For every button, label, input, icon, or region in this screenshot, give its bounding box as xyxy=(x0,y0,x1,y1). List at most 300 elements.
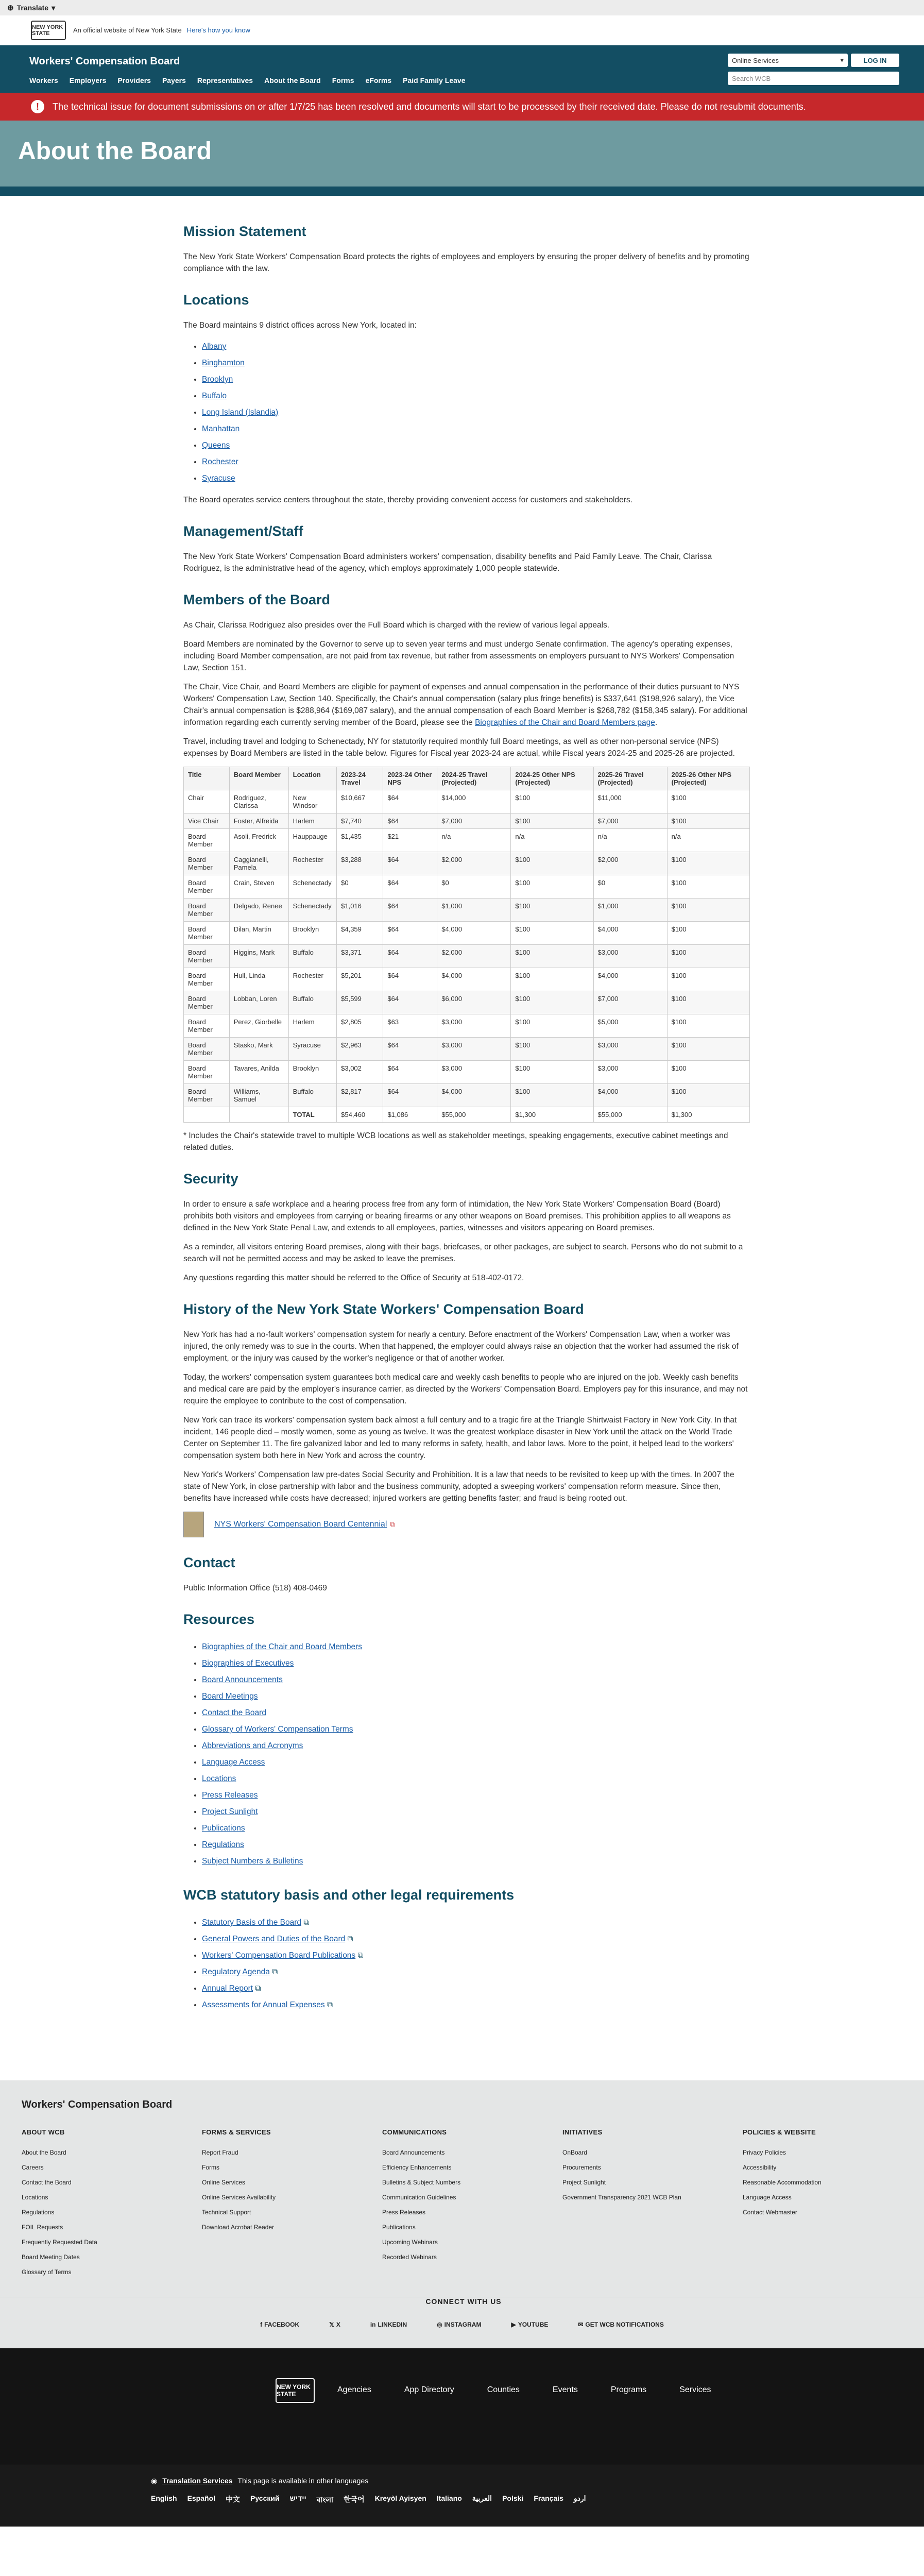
table-cell: $0 xyxy=(593,875,667,899)
statutory-item xyxy=(202,1997,750,2013)
footer-column-heading: FORMS & SERVICES xyxy=(202,2128,271,2136)
location-item xyxy=(202,421,750,437)
nys-universal-bar xyxy=(0,15,924,45)
table-cell: $3,000 xyxy=(437,1038,511,1061)
table-row xyxy=(184,968,750,991)
nys-footer-link[interactable]: Services xyxy=(679,2385,711,2394)
table-cell: Tavares, Anilda xyxy=(229,1061,288,1084)
table-header-cell: Board Member xyxy=(229,767,288,790)
locations-heading: Locations xyxy=(183,292,249,308)
table-cell: $7,000 xyxy=(593,814,667,829)
nav-item[interactable]: eForms xyxy=(365,76,392,84)
resource-item xyxy=(202,1705,750,1721)
alert-banner xyxy=(0,93,924,121)
table-cell: Caggianelli, Pamela xyxy=(229,852,288,875)
main-content xyxy=(183,196,750,2013)
table-cell: Board Member xyxy=(184,1038,230,1061)
language-link[interactable]: Español xyxy=(187,2494,216,2502)
resource-item-link[interactable]: Biographies of the Chair and Board Members xyxy=(202,1642,363,1651)
site-brand[interactable]: Workers' Compensation Board xyxy=(29,56,180,67)
table-cell: $100 xyxy=(667,1014,749,1038)
history-heading: History of the New York State Workers' Compensation Board xyxy=(183,1301,584,1317)
table-cell: $100 xyxy=(667,790,749,814)
translation-header xyxy=(151,2477,368,2485)
history-p3: New York can trace its workers' compensation system back almost a full century and to a tragic fire at the Triangle Shirtwaist Factory in New York City. In that incident, 146 people died – mostly women, some as young as twelve. It was the greatest workplace disaster in New York until the attack on the World Trade Center on September 11. The fire galvanized labor and led to many reforms in safety, health, and labor laws. More to the point, it helped lead to the workers' compensation system both here in New York and across the country. xyxy=(183,1416,737,1460)
location-item-link[interactable]: Brooklyn xyxy=(202,375,233,384)
footer-link[interactable]: Download Acrobat Reader xyxy=(202,2224,275,2231)
resource-item-link[interactable]: Glossary of Workers' Compensation Terms xyxy=(202,1725,353,1734)
members-p2: Board Members are nominated by the Governor to serve up to seven year terms and must undergo Senate confirmation. The agency's operating expenses, including Board Member compensation, are not paid from tax revenue, but rather from assessments on employers pursuant to NYS Workers' Compensation Law, Section 151. xyxy=(183,640,734,672)
table-cell: $5,000 xyxy=(593,1014,667,1038)
social-link[interactable] xyxy=(329,2321,340,2328)
table-cell: $11,000 xyxy=(593,790,667,814)
social-link[interactable] xyxy=(578,2321,664,2328)
social-label: LINKEDIN xyxy=(378,2321,407,2328)
site-footer xyxy=(0,2080,924,2348)
social-link[interactable] xyxy=(260,2321,299,2328)
table-cell: $3,371 xyxy=(337,945,383,968)
resource-item-link[interactable]: Biographies of Executives xyxy=(202,1659,294,1668)
table-cell: $6,000 xyxy=(437,991,511,1014)
location-item xyxy=(202,437,750,454)
footer-link[interactable]: Contact Webmaster xyxy=(743,2209,797,2216)
footer-link[interactable]: Careers xyxy=(22,2164,44,2171)
table-cell: Dilan, Martin xyxy=(229,922,288,945)
language-link[interactable]: Français xyxy=(534,2494,563,2502)
pdf-icon: ⧉ xyxy=(390,1520,395,1528)
members-table xyxy=(183,767,750,1123)
statutory-item-link[interactable]: Workers' Compensation Board Publications xyxy=(202,1951,356,1960)
table-cell: $100 xyxy=(511,1061,593,1084)
security-p1: In order to ensure a safe workplace and a hearing process free from any form of intimidation, the New York State Workers' Compensation Board (Board) prohibits both visitors and employees from carrying or bearing firearms or any other weapons on Board premises. This prohibition applies to all weapons as defined in the New York State Penal Law, and extends to all employees, parties, witnesses and visitors appearing on Board premises. xyxy=(183,1200,731,1232)
external-link-icon: ⧉ xyxy=(345,1935,353,1943)
connect-title: CONNECT WITH US xyxy=(0,2297,924,2306)
table-cell: $100 xyxy=(511,1084,593,1107)
social-label: FACEBOOK xyxy=(264,2321,300,2328)
location-item-link[interactable]: Manhattan xyxy=(202,425,240,433)
nav-item[interactable]: Forms xyxy=(332,76,354,84)
nys-footer-logo[interactable]: NEW YORK STATE xyxy=(276,2378,315,2403)
nys-footer-link[interactable]: App Directory xyxy=(404,2385,454,2394)
page-title: About the Board xyxy=(18,138,212,165)
footer-column-heading: POLICIES & WEBSITE xyxy=(743,2128,816,2136)
table-cell: Rochester xyxy=(288,852,337,875)
footer-link[interactable]: Online Services Availability xyxy=(202,2194,276,2201)
online-services-label: Online Services xyxy=(732,56,779,64)
nys-footer-link[interactable]: Events xyxy=(552,2385,578,2394)
resource-item-link[interactable]: Contact the Board xyxy=(202,1708,266,1717)
statutory-item xyxy=(202,1914,750,1931)
statutory-item-link[interactable]: Statutory Basis of the Board xyxy=(202,1918,301,1927)
footer-link[interactable]: Online Services xyxy=(202,2179,246,2186)
nav-item[interactable]: Workers xyxy=(29,76,58,84)
resource-item-link[interactable]: Board Meetings xyxy=(202,1692,258,1701)
table-header-cell: Title xyxy=(184,767,230,790)
table-cell: $100 xyxy=(667,968,749,991)
table-cell: Buffalo xyxy=(288,991,337,1014)
table-cell: $64 xyxy=(383,875,437,899)
language-links xyxy=(151,2494,586,2506)
table-cell: Delgado, Renee xyxy=(229,899,288,922)
locations-list xyxy=(202,338,750,487)
table-header-row xyxy=(184,767,750,790)
location-item-link[interactable]: Binghamton xyxy=(202,359,245,367)
statutory-item-link[interactable]: Assessments for Annual Expenses xyxy=(202,2001,325,2009)
social-label: X xyxy=(336,2321,340,2328)
table-cell: $7,000 xyxy=(593,991,667,1014)
table-row xyxy=(184,1107,750,1123)
youtube-icon: ▶ xyxy=(511,2321,516,2328)
table-cell xyxy=(229,1107,288,1123)
statutory-item-link[interactable]: Regulatory Agenda xyxy=(202,1968,270,1976)
language-link[interactable]: English xyxy=(151,2494,177,2502)
footer-link[interactable]: Forms xyxy=(202,2164,219,2171)
footer-link[interactable]: Technical Support xyxy=(202,2209,251,2216)
table-cell: $100 xyxy=(511,991,593,1014)
footer-link[interactable]: Communication Guidelines xyxy=(382,2194,456,2201)
table-cell: $64 xyxy=(383,814,437,829)
table-row xyxy=(184,991,750,1014)
footer-link[interactable]: Accessibility xyxy=(743,2164,777,2171)
table-cell: $1,300 xyxy=(667,1107,749,1123)
table-cell: $1,435 xyxy=(337,829,383,852)
footer-link[interactable]: Efficiency Enhancements xyxy=(382,2164,452,2171)
table-cell: $100 xyxy=(667,945,749,968)
table-header-cell: 2025-26 Other NPS (Projected) xyxy=(667,767,749,790)
table-row xyxy=(184,790,750,814)
footer-column-heading: COMMUNICATIONS xyxy=(382,2128,447,2136)
resource-item xyxy=(202,1837,750,1853)
biographies-link[interactable]: Biographies of the Chair and Board Members page xyxy=(475,718,655,727)
language-link[interactable]: יידיש xyxy=(289,2494,306,2502)
footer-link[interactable]: Press Releases xyxy=(382,2209,426,2216)
table-cell: $3,002 xyxy=(337,1061,383,1084)
management-heading: Management/Staff xyxy=(183,523,303,539)
location-item-link[interactable]: Syracuse xyxy=(202,474,235,483)
table-row xyxy=(184,899,750,922)
footer-link[interactable]: Procurements xyxy=(562,2164,601,2171)
history-p1: New York has had a no-fault workers' compensation system for nearly a century. Before enactment of the Workers' Compensation Law, when a worker was injured, the only remedy was to sue in the courts. When that happened, the employer could always raise an objection that the worker had assumed the risk of employment, or the injury was caused by the worker's negligence or that of another worker. xyxy=(183,1330,739,1363)
table-cell: $63 xyxy=(383,1014,437,1038)
footer-link[interactable]: Contact the Board xyxy=(22,2179,72,2186)
resource-item xyxy=(202,1738,750,1754)
footer-link[interactable]: Upcoming Webinars xyxy=(382,2239,438,2246)
language-link[interactable]: Русский xyxy=(250,2494,280,2502)
table-cell: Buffalo xyxy=(288,1084,337,1107)
table-cell: Brooklyn xyxy=(288,1061,337,1084)
table-cell: Lobban, Loren xyxy=(229,991,288,1014)
table-cell: $100 xyxy=(667,991,749,1014)
table-row xyxy=(184,945,750,968)
table-cell: $54,460 xyxy=(337,1107,383,1123)
table-cell: $2,000 xyxy=(437,945,511,968)
resource-item-link[interactable]: Board Announcements xyxy=(202,1675,283,1684)
location-item-link[interactable]: Queens xyxy=(202,441,230,450)
official-site-text: An official website of New York State xyxy=(73,26,182,34)
table-cell: $100 xyxy=(511,1014,593,1038)
resource-item-link[interactable]: Project Sunlight xyxy=(202,1807,258,1816)
security-p2: As a reminder, all visitors entering Board premises, along with their bags, briefcases, or other packages, are subject to search. Persons who do not submit to a search will not be permitted access and may be asked to leave the premises. xyxy=(183,1243,743,1263)
resource-item xyxy=(202,1771,750,1787)
resource-item xyxy=(202,1655,750,1672)
table-cell: $64 xyxy=(383,852,437,875)
nys-footer-link[interactable]: Counties xyxy=(487,2385,520,2394)
main-nav xyxy=(29,76,466,84)
translate-button[interactable]: Translate xyxy=(16,4,49,12)
table-cell: $2,805 xyxy=(337,1014,383,1038)
footer-link[interactable]: Privacy Policies xyxy=(743,2149,786,2156)
footer-link[interactable]: Glossary of Terms xyxy=(22,2268,72,2276)
external-link-icon: ⧉ xyxy=(253,1984,261,1993)
table-cell: Chair xyxy=(184,790,230,814)
members-p1: As Chair, Clarissa Rodriguez also presides over the Full Board which is charged with the review of various legal appeals. xyxy=(183,621,610,630)
table-cell: $2,817 xyxy=(337,1084,383,1107)
history-p2: Today, the workers' compensation system guarantees both medical care and weekly cash benefits to people who are injured on the job. Weekly cash benefits and medical care are paid by the employer's insurance carrier, as directed by the Workers' Compensation Board. Employers pay for this insurance, and may not require the employee to contribute to the cost of compensation. xyxy=(183,1373,748,1405)
locations-outro: The Board operates service centers throughout the state, thereby providing convenient access for customers and stakeholders. xyxy=(183,496,632,504)
footer-link[interactable]: Board Meeting Dates xyxy=(22,2253,80,2261)
table-cell: $5,201 xyxy=(337,968,383,991)
footer-link[interactable]: Report Fraud xyxy=(202,2149,238,2156)
table-cell: Higgins, Mark xyxy=(229,945,288,968)
resource-item-link[interactable]: Press Releases xyxy=(202,1791,258,1800)
footer-link[interactable]: Reasonable Accommodation xyxy=(743,2179,822,2186)
table-cell: $2,000 xyxy=(593,852,667,875)
table-cell: $1,016 xyxy=(337,899,383,922)
nav-item[interactable]: Paid Family Leave xyxy=(403,76,466,84)
members-p3-text: The Chair, Vice Chair, and Board Members are eligible for payment of expenses and annual compensation in the performance of their duties pursuant to NYS Workers' Compensation Law, Section 140. Specifically, the Chair's annual compensation (salary plus fringe benefits) is $337,641 ($198,926 salary), the Vice Chair's annual compensation is $288,964 ($169,087 salary), and the annual compensation of each Board Member is $268,782 ($158,345 salary). For additional information regarding each currently serving member of the Board, please see the xyxy=(183,683,747,727)
members-p4: Travel, including travel and lodging to Schenectady, NY for statutorily required monthly full Board meetings, as well as other non-personal service (NPS) expenses by Board Members are listed in the table below. Figures for Fiscal year 2023-24 are actual, while Fiscal years 2024-25 and 2025-26 are projected. xyxy=(183,737,735,758)
table-cell: Hull, Linda xyxy=(229,968,288,991)
resource-item xyxy=(202,1754,750,1771)
language-link[interactable]: Italiano xyxy=(436,2494,462,2502)
table-cell: $100 xyxy=(667,875,749,899)
table-cell: TOTAL xyxy=(288,1107,337,1123)
resource-item xyxy=(202,1672,750,1688)
footer-link[interactable]: Locations xyxy=(22,2194,48,2201)
statutory-item xyxy=(202,1931,750,1947)
nys-footer-links xyxy=(337,2385,711,2395)
table-cell: Syracuse xyxy=(288,1038,337,1061)
location-item-link[interactable]: Rochester xyxy=(202,457,238,466)
resource-item-link[interactable]: Subject Numbers & Bulletins xyxy=(202,1857,303,1866)
security-heading: Security xyxy=(183,1171,238,1187)
table-row xyxy=(184,1014,750,1038)
external-link-icon: ⧉ xyxy=(301,1918,310,1927)
social-links xyxy=(0,2321,924,2328)
footer-link[interactable]: Frequently Requested Data xyxy=(22,2239,97,2246)
login-button[interactable]: LOG IN xyxy=(851,54,899,67)
centennial-link[interactable]: NYS Workers' Compensation Board Centennial xyxy=(214,1520,387,1529)
table-cell: $100 xyxy=(511,852,593,875)
nav-item[interactable]: Providers xyxy=(117,76,151,84)
resource-item xyxy=(202,1804,750,1820)
footer-column xyxy=(22,2128,202,2280)
footer-link[interactable]: FOIL Requests xyxy=(22,2224,63,2231)
footer-link[interactable]: Bulletins & Subject Numbers xyxy=(382,2179,461,2186)
table-header-cell: 2023-24 Travel xyxy=(337,767,383,790)
statutory-item-link[interactable]: General Powers and Duties of the Board xyxy=(202,1935,346,1943)
table-cell: $100 xyxy=(511,968,593,991)
language-link[interactable]: Kreyòl Ayisyen xyxy=(374,2494,426,2502)
table-row xyxy=(184,852,750,875)
table-cell: Perez, Giorbelle xyxy=(229,1014,288,1038)
language-link[interactable]: 中文 xyxy=(226,2495,241,2503)
social-link[interactable] xyxy=(370,2321,407,2328)
table-cell: $1,000 xyxy=(593,899,667,922)
footer-column xyxy=(382,2128,562,2280)
footer-link[interactable]: Regulations xyxy=(22,2209,55,2216)
table-cell: $100 xyxy=(511,899,593,922)
translation-services-link[interactable]: Translation Services xyxy=(162,2477,233,2485)
table-cell: $3,000 xyxy=(437,1014,511,1038)
nav-item[interactable]: Payers xyxy=(162,76,186,84)
table-row xyxy=(184,1061,750,1084)
footer-column xyxy=(562,2128,743,2280)
chevron-down-icon: ▾ xyxy=(52,3,56,12)
table-cell: $2,963 xyxy=(337,1038,383,1061)
social-link[interactable] xyxy=(511,2321,548,2328)
x-icon: 𝕏 xyxy=(329,2321,334,2328)
language-link[interactable]: Polski xyxy=(502,2494,524,2502)
table-cell: $64 xyxy=(383,899,437,922)
site-header xyxy=(0,45,924,93)
members-p3: The Chair, Vice Chair, and Board Members are eligible for payment of expenses and annual compensation in the performance of their duties pursuant to NYS Workers' Compensation Law, Section 140. Specifically, the Chair's annual compensation (salary plus fringe benefits) is $337,641 ($198,926 salary), the Vice Chair's annual compensation is $288,964 ($169,087 salary), and the annual compensation of each Board Member is $268,782 ($158,345 salary). For additional information regarding each currently serving member of the Board, please see the Biographies of the Chair and Board Members page. xyxy=(183,683,747,727)
table-cell: Board Member xyxy=(184,991,230,1014)
table-cell: $100 xyxy=(667,1084,749,1107)
translation-bar xyxy=(0,2465,924,2527)
footer-link[interactable]: Recorded Webinars xyxy=(382,2253,437,2261)
language-link[interactable]: 한국어 xyxy=(344,2495,365,2503)
nav-item[interactable]: About the Board xyxy=(264,76,321,84)
location-item-link[interactable]: Long Island (Islandia) xyxy=(202,408,279,417)
table-cell: Schenectady xyxy=(288,899,337,922)
table-cell: Buffalo xyxy=(288,945,337,968)
centennial-box xyxy=(183,1512,750,1537)
table-cell: Asoli, Fredrick xyxy=(229,829,288,852)
table-cell: $4,000 xyxy=(593,922,667,945)
table-row xyxy=(184,814,750,829)
table-cell: $64 xyxy=(383,1061,437,1084)
table-cell: n/a xyxy=(511,829,593,852)
table-cell: $3,000 xyxy=(593,945,667,968)
table-cell: Board Member xyxy=(184,968,230,991)
locations-intro: The Board maintains 9 district offices across New York, located in: xyxy=(183,321,417,330)
social-label: GET WCB NOTIFICATIONS xyxy=(585,2321,664,2328)
centennial-thumbnail xyxy=(183,1512,204,1537)
table-cell: $64 xyxy=(383,790,437,814)
table-cell: $100 xyxy=(667,1038,749,1061)
footer-link[interactable]: Language Access xyxy=(743,2194,792,2201)
get-wcb-notifications-icon: ✉ xyxy=(578,2321,584,2328)
nav-item[interactable]: Representatives xyxy=(197,76,253,84)
social-link[interactable] xyxy=(437,2321,481,2328)
gov-bar xyxy=(0,0,924,15)
table-cell: $100 xyxy=(511,814,593,829)
table-cell: Board Member xyxy=(184,875,230,899)
footer-link[interactable]: About the Board xyxy=(22,2149,66,2156)
table-cell: $1,086 xyxy=(383,1107,437,1123)
facebook-icon: f xyxy=(260,2321,263,2328)
online-services-select[interactable] xyxy=(728,54,848,67)
table-cell: $64 xyxy=(383,922,437,945)
resource-item xyxy=(202,1688,750,1705)
table-cell: $14,000 xyxy=(437,790,511,814)
table-cell: $100 xyxy=(667,1061,749,1084)
management-text: The New York State Workers' Compensation Board administers workers' compensation, disability benefits and Paid Family Leave. The Chair, Clarissa Rodriguez, is the administrative head of the agency, which employs approximately 1,000 people statewide. xyxy=(183,552,712,573)
nys-footer-link[interactable]: Programs xyxy=(610,2385,647,2394)
table-cell: Board Member xyxy=(184,1084,230,1107)
table-cell: Schenectady xyxy=(288,875,337,899)
footer-link[interactable]: OnBoard xyxy=(562,2149,588,2156)
connect-section xyxy=(0,2297,924,2328)
resource-item-link[interactable]: Publications xyxy=(202,1824,245,1833)
language-link[interactable]: বাংলা xyxy=(316,2496,334,2504)
nav-item[interactable]: Employers xyxy=(69,76,107,84)
table-cell: $100 xyxy=(667,922,749,945)
search-input[interactable]: Search WCB xyxy=(728,72,899,85)
resource-item xyxy=(202,1853,750,1870)
footer-link[interactable]: Board Announcements xyxy=(382,2149,445,2156)
location-item-link[interactable]: Buffalo xyxy=(202,392,227,400)
location-item xyxy=(202,388,750,404)
table-cell: $4,000 xyxy=(437,1084,511,1107)
footer-link[interactable]: Publications xyxy=(382,2224,416,2231)
social-label: INSTAGRAM xyxy=(444,2321,482,2328)
contact-heading: Contact xyxy=(183,1555,235,1570)
footer-column-heading: ABOUT WCB xyxy=(22,2128,65,2136)
resource-item-link[interactable]: Locations xyxy=(202,1774,236,1783)
table-cell: $0 xyxy=(337,875,383,899)
resource-item-link[interactable]: Language Access xyxy=(202,1758,265,1767)
table-row xyxy=(184,1038,750,1061)
table-cell: Hauppauge xyxy=(288,829,337,852)
nys-footer-link[interactable]: Agencies xyxy=(337,2385,371,2394)
language-link[interactable]: اردو xyxy=(573,2494,586,2502)
table-cell: Crain, Steven xyxy=(229,875,288,899)
mission-heading: Mission Statement xyxy=(183,224,306,239)
footer-column xyxy=(202,2128,382,2280)
mission-text: The New York State Workers' Compensation Board protects the rights of employees and employers by ensuring the proper delivery of benefits and by promoting compliance with the law. xyxy=(183,252,749,273)
location-item xyxy=(202,338,750,355)
table-header-cell: 2025-26 Travel (Projected) xyxy=(593,767,667,790)
resource-item-link[interactable]: Abbreviations and Acronyms xyxy=(202,1741,303,1750)
statutory-item-link[interactable]: Annual Report xyxy=(202,1984,253,1993)
table-cell: Board Member xyxy=(184,922,230,945)
nys-footer xyxy=(0,2348,924,2465)
table-cell: Harlem xyxy=(288,1014,337,1038)
table-header-cell: 2023-24 Other NPS xyxy=(383,767,437,790)
table-cell: $3,000 xyxy=(593,1038,667,1061)
footer-link[interactable]: Government Transparency 2021 WCB Plan xyxy=(562,2194,681,2201)
table-cell: $100 xyxy=(511,875,593,899)
footer-column-heading: INITIATIVES xyxy=(562,2128,603,2136)
footer-link[interactable]: Project Sunlight xyxy=(562,2179,606,2186)
nys-logo[interactable]: NEW YORK STATE xyxy=(31,21,66,40)
table-cell: $64 xyxy=(383,945,437,968)
hero-banner xyxy=(0,121,924,187)
heres-how-link[interactable]: Here's how you know xyxy=(186,26,250,34)
table-cell: $0 xyxy=(437,875,511,899)
statutory-item xyxy=(202,1947,750,1964)
resource-item-link[interactable]: Regulations xyxy=(202,1840,244,1849)
table-cell: Board Member xyxy=(184,1061,230,1084)
table-cell: $3,000 xyxy=(437,1061,511,1084)
language-link[interactable]: العربية xyxy=(472,2494,492,2502)
members-footnote: * Includes the Chair's statewide travel to multiple WCB locations as well as stakeholder meetings, speaking engagements, executive cabinet meetings and related duties. xyxy=(183,1131,728,1152)
location-item xyxy=(202,371,750,388)
location-item-link[interactable]: Albany xyxy=(202,342,227,351)
table-cell: $4,000 xyxy=(593,968,667,991)
